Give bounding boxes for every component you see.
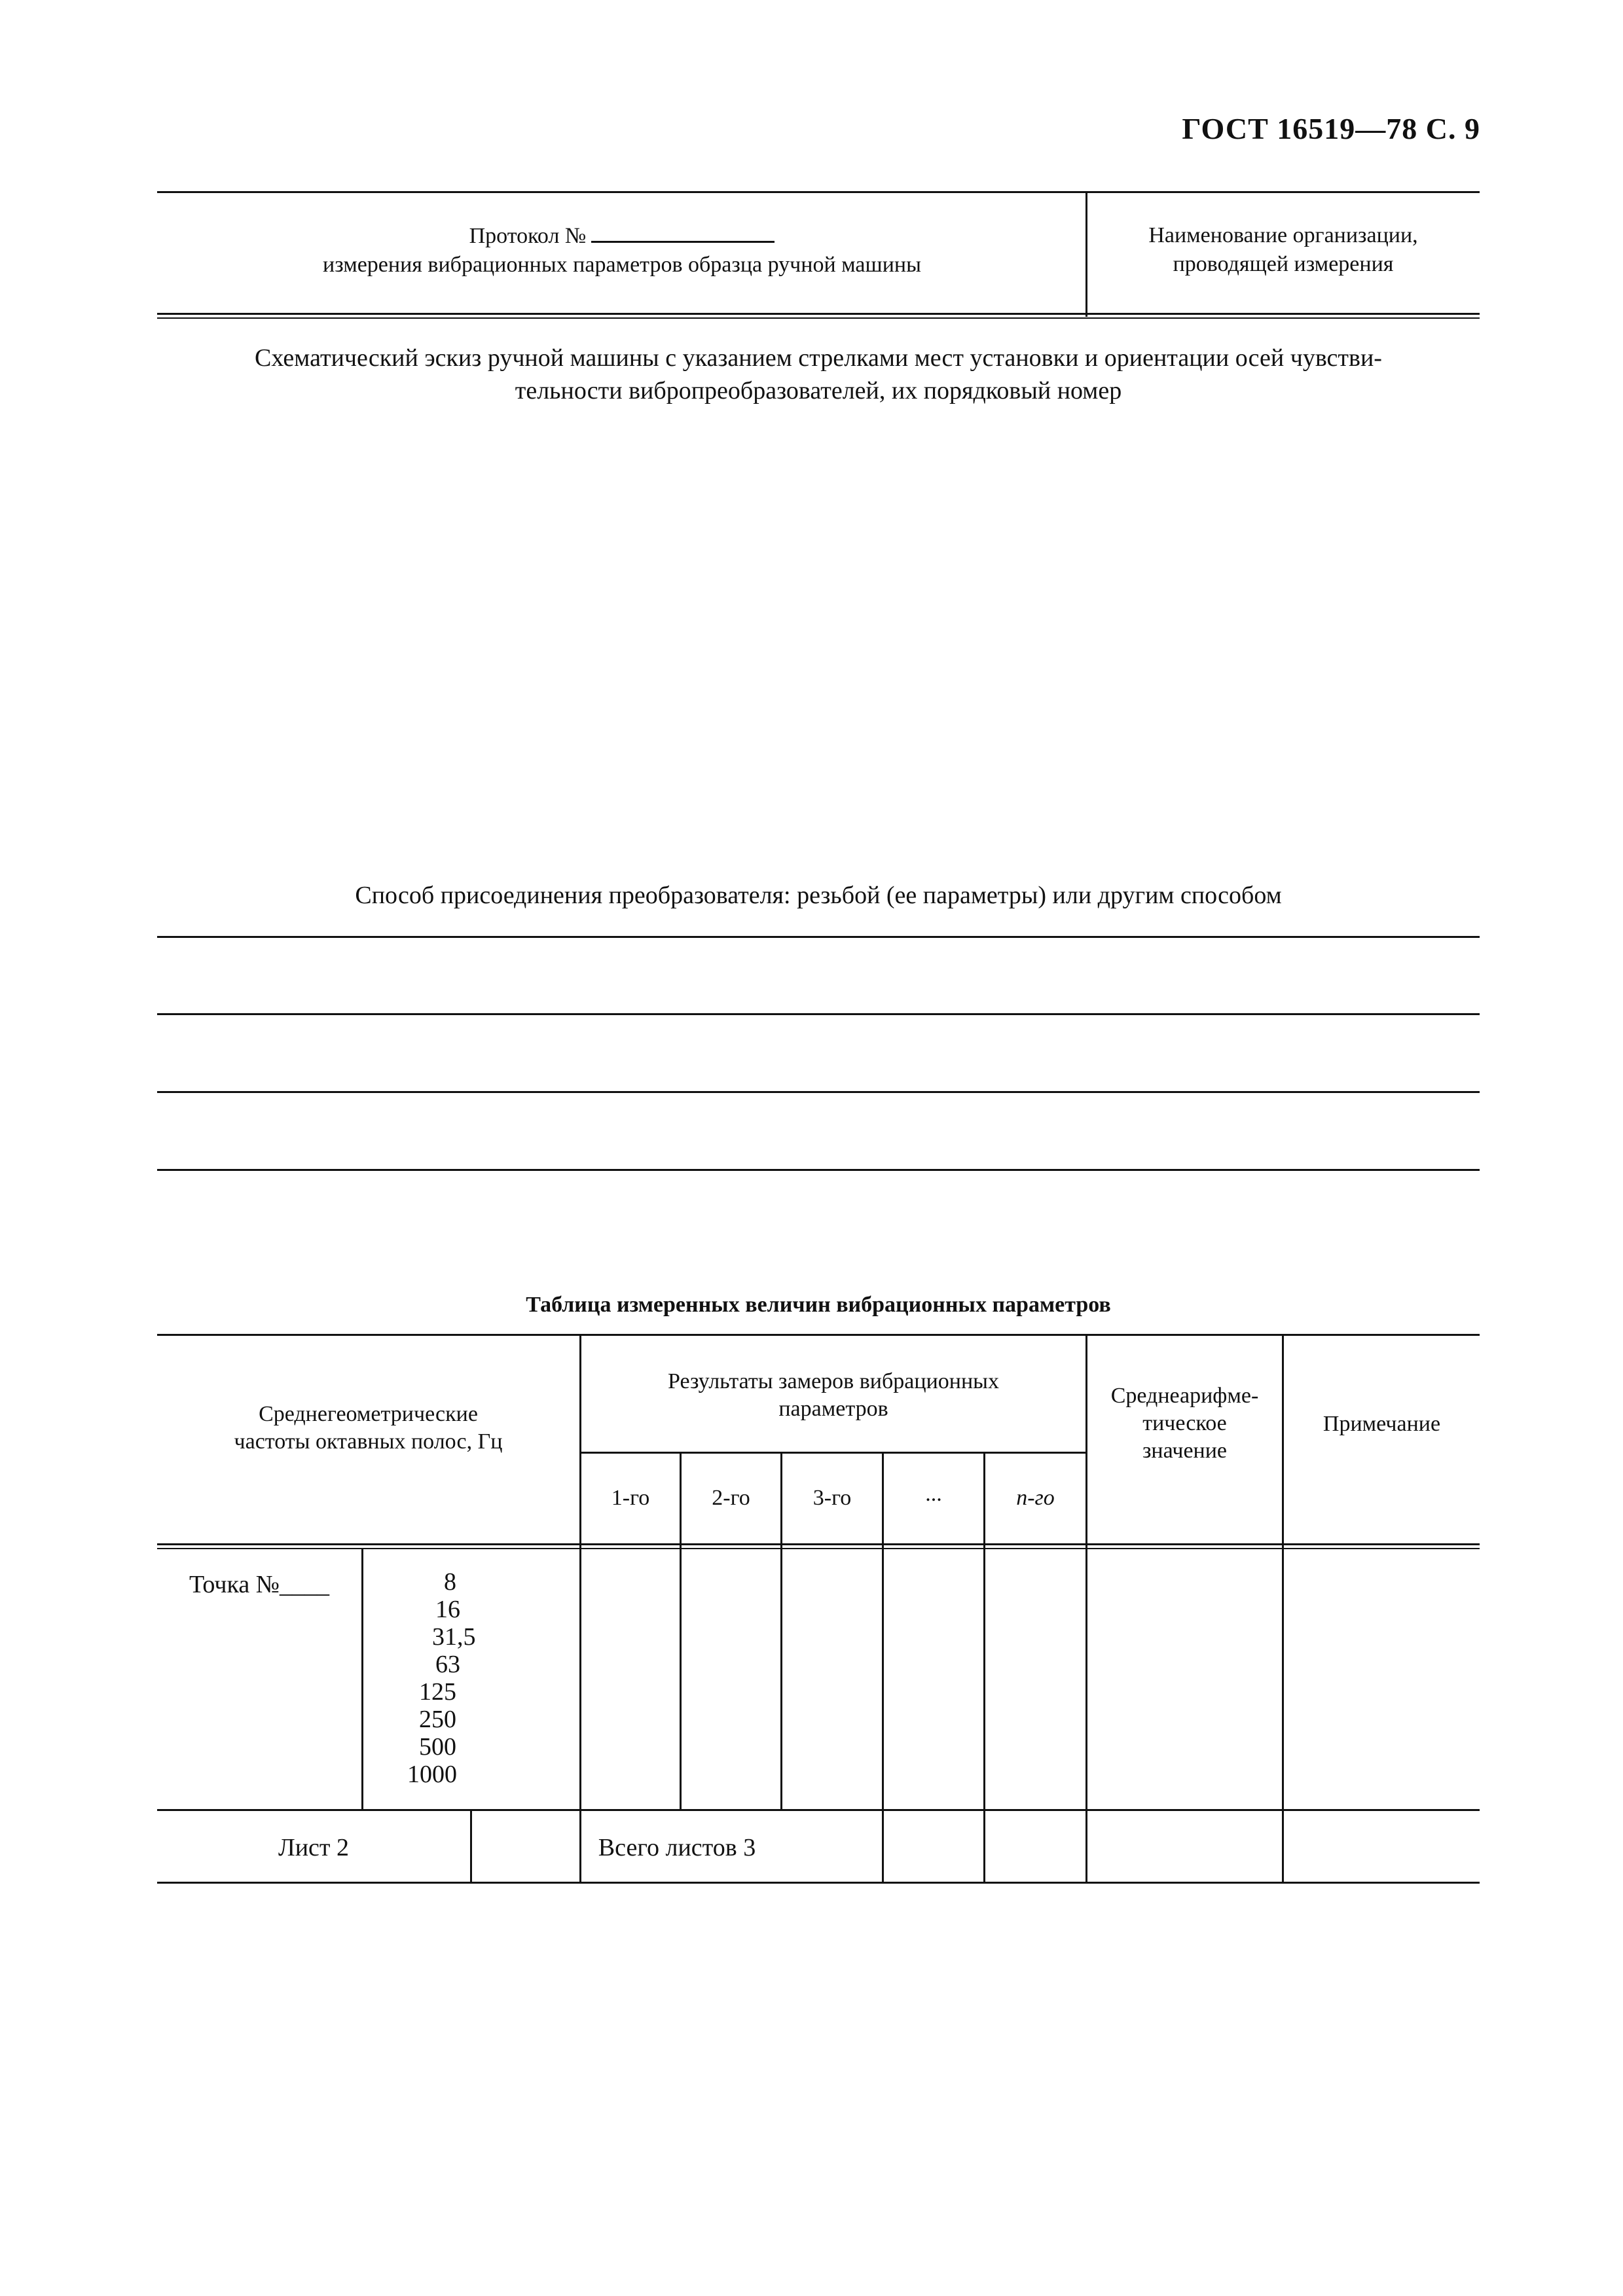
frequency-value: 31,5 [432,1623,476,1651]
protocol-number-field[interactable] [591,221,775,243]
protocol-bottom-rule-2 [157,317,1480,319]
protocol-title-block [157,221,1087,279]
sketch-drawing-area[interactable] [157,406,1480,851]
header-col-n: n-го [1016,1486,1055,1510]
frequency-value: 1000 [407,1761,457,1788]
table-top-rule [157,1334,1480,1336]
table-col-divider-4 [983,1452,985,1884]
protocol-title-line [157,221,1087,251]
attachment-line-2[interactable] [157,1013,1480,1015]
sketch-caption [157,342,1480,407]
header-mean-line-3: значение [1142,1439,1228,1463]
attachment-line-1[interactable] [157,936,1480,938]
header-col-ellipsis: ... [925,1482,942,1506]
organization-block [1087,221,1480,279]
attachment-line-4[interactable] [157,1169,1480,1171]
organization-line-1: Наименование организации, [1148,223,1418,247]
header-frequencies-line-1: Среднегеометрические [259,1402,478,1426]
table-header-rule-1 [157,1543,1480,1545]
protocol-bottom-rule-1 [157,313,1480,315]
header-frequencies [157,1401,579,1456]
table-header-rule-2 [157,1548,1480,1549]
total-sheets-label: Всего листов 3 [598,1834,756,1861]
page-header: ГОСТ 16519—78 С. 9 [1182,112,1480,145]
point-label: Точка №____ [189,1571,329,1598]
protocol-number-label: Протокол № [469,224,587,248]
header-mean-line-2: тическое [1142,1411,1227,1435]
sketch-caption-line-2: тельности вибропреобразователей, их порядковый номер [515,377,1122,404]
table-body-rule [157,1809,1480,1811]
header-mean-line-1: Среднеарифме- [1110,1384,1259,1408]
header-results-line-1: Результаты замеров вибрационных [668,1369,999,1393]
header-mean [1087,1382,1282,1465]
header-col-1: 1-го [611,1486,650,1510]
header-results-line-2: параметров [778,1397,888,1421]
table-point-divider [361,1548,363,1811]
frequency-value: 8 [444,1568,456,1596]
frequency-value: 500 [419,1733,456,1761]
table-bottom-rule [157,1882,1480,1884]
attachment-caption: Способ присоединения преобразователя: резьбой (ее параметры) или другим способом [355,882,1282,909]
sheet-label: Лист 2 [278,1834,350,1861]
table-results-rule [579,1452,1085,1454]
attachment-line-3[interactable] [157,1091,1480,1093]
header-note: Примечание [1322,1412,1441,1436]
organization-line-2: проводящей измерения [1173,252,1394,276]
header-col-2: 2-го [712,1486,750,1510]
table-title: Таблица измеренных величин вибрационных параметров [526,1293,1111,1317]
frequency-list [367,1568,530,1788]
frequency-value: 16 [435,1596,460,1623]
sketch-caption-line-1: Схематический эскиз ручной машины с указанием стрелками мест установки и ориентации осей чувстви- [255,344,1382,372]
table-col-divider-3 [882,1452,884,1884]
header-col-3: 3-го [812,1486,852,1510]
protocol-subtitle: измерения вибрационных параметров образца ручной машины [323,253,921,277]
header-frequencies-line-2: частоты октавных полос, Гц [234,1429,503,1454]
frequency-value: 250 [419,1706,456,1733]
header-results [581,1368,1085,1423]
frequency-value: 125 [419,1678,456,1706]
frequency-value: 63 [435,1651,460,1678]
protocol-top-rule [157,191,1480,193]
